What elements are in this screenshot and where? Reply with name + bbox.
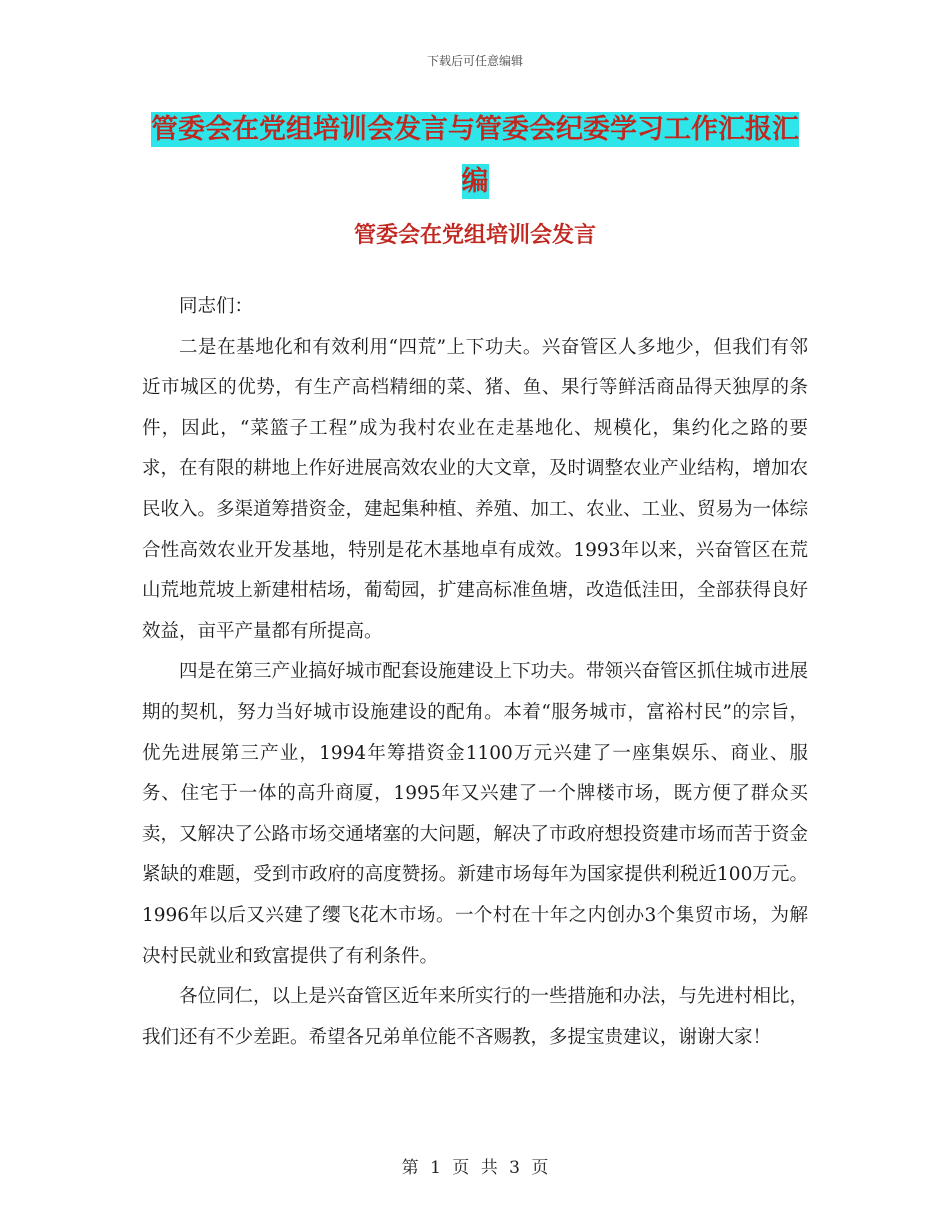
- paragraph-greeting: 同志们：: [179, 296, 254, 317]
- document-title-text: 管委会在党组培训会发言与管委会纪委学习工作汇报汇编: [151, 114, 799, 197]
- paragraph: 二是在基地化和有效利用“四荒”上下功夫。兴奋管区人多地少，但我们有邻近市城区的优势，有生产高档精细的菜、猪、鱼、果行等鲜活商品得天独厚的条件，因此，“菜篮子工程”成为我村农业在走基地化、规模化，集约化之路的要求，在有限的耕地上作好进展高效农业的大文章，及时调整农业产业结构，增加农民收入。多渠道筹措资金，建起集种植、养殖、加工、农业、工业、贸易为一体综合性高效农业开发基地，特别是花木基地卓有成效。1993年以来，兴奋管区在荒山荒地荒坡上新建柑桔场，葡萄园，扩建高标准鱼塘，改造低洼田，全部获得良好效益，亩平产量都有所提高。: [142, 336, 809, 642]
- paragraph-closing: 各位同仁，以上是兴奋管区近年来所实行的一些措施和办法，与先进村相比，我们还有不少差距。希望各兄弟单位能不吝赐教，多提宝贵建议，谢谢大家！: [142, 986, 809, 1048]
- document-title: [150, 104, 800, 208]
- section-title: 管委会在党组培训会发言: [353, 223, 596, 248]
- page-number: 第 1 页 共 3 页: [401, 1158, 549, 1178]
- paragraph: 四是在第三产业搞好城市配套设施建设上下功夫。带领兴奋管区抓住城市进展期的契机，努力当好城市设施建设的配角。本着“服务城市，富裕村民”的宗旨，优先进展第三产业，1994年筹措资金1100万元兴建了一座集娱乐、商业、服务、住宅于一体的高升商厦，1995年又兴建了一个牌楼市场，既方便了群众买卖，又解决了公路市场交通堵塞的大问题，解决了市政府想投资建市场而苦于资金紧缺的难题，受到市政府的高度赞扬。新建市场每年为国家提供利税近100万元。1996年以后又兴建了缨飞花木市场。一个村在十年之内创办3个集贸市场，为解决村民就业和致富提供了有利条件。: [142, 661, 809, 967]
- document-body: [142, 287, 808, 1058]
- page-header-note: 下载后可任意编辑: [426, 54, 523, 68]
